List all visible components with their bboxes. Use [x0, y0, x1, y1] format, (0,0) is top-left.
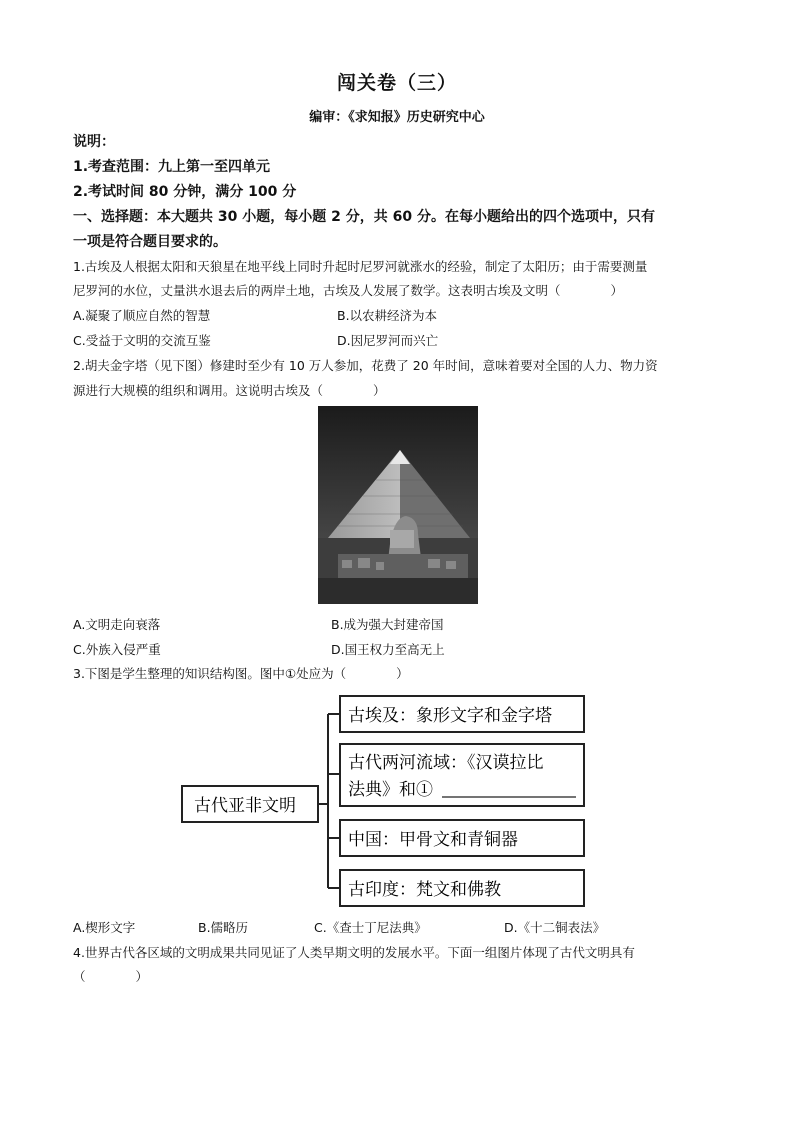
diagram-root: 古代亚非文明 — [194, 796, 296, 816]
q3-option-a: A.楔形文字 — [73, 920, 136, 935]
pyramid-illustration — [318, 406, 478, 604]
q1-option-a: A.凝聚了顺应自然的智慧 — [73, 308, 211, 323]
q1-stem-line1: 1.古埃及人根据太阳和天狼星在地平线上同时升起时尼罗河就涨水的经验，制定了太阳历；由于需要测量 — [73, 259, 648, 274]
note-time: 2.考试时间 80 分钟，满分 100 分 — [73, 184, 297, 200]
note-scope: 1.考查范围：九上第一至四单元 — [73, 159, 271, 175]
q4-stem-line2: （ ） — [73, 969, 149, 984]
section-heading-line2: 一项是符合题目要求的。 — [73, 234, 227, 250]
diagram-branch-egypt: 古埃及：象形文字和金字塔 — [348, 706, 552, 726]
q1-stem-line2: 尼罗河的水位，丈量洪水退去后的两岸土地，古埃及人发展了数学。这表明古埃及文明（ ） — [73, 283, 624, 298]
diagram-branch-china: 中国：甲骨文和青铜器 — [348, 830, 518, 850]
q2-stem-line1: 2.胡夫金字塔（见下图）修建时至少有 10 万人参加，花费了 20 年时间，意味着要对全国的人力、物力资 — [73, 358, 658, 373]
q3-stem: 3.下图是学生整理的知识结构图。图中①处应为（ ） — [73, 666, 409, 681]
q3-option-c: C.《查士丁尼法典》 — [314, 920, 427, 935]
notes-label: 说明： — [73, 134, 115, 150]
q4-stem-line1: 4.世界古代各区域的文明成果共同见证了人类早期文明的发展水平。下面一组图片体现了古代文明具有 — [73, 945, 635, 960]
q2-option-a: A.文明走向衰落 — [73, 617, 161, 632]
diagram-branch-india: 古印度：梵文和佛教 — [348, 880, 501, 900]
q3-option-d: D.《十二铜表法》 — [504, 920, 606, 935]
q2-option-d: D.国王权力至高无上 — [331, 642, 445, 657]
q1-option-b: B.以农耕经济为本 — [337, 308, 438, 323]
q2-option-c: C.外族入侵严重 — [73, 642, 161, 657]
section-heading-line1: 一、选择题：本大题共 30 小题，每小题 2 分，共 60 分。在每小题给出的四个选项中，只有 — [73, 209, 655, 225]
q2-option-b: B.成为强大封建帝国 — [331, 617, 444, 632]
editor-line: 编审：《求知报》历史研究中心 — [309, 110, 485, 125]
page-title: 闯关卷（三） — [336, 72, 457, 94]
q2-stem-line2: 源进行大规模的组织和调用。这说明古埃及（ ） — [73, 383, 386, 398]
diagram-branch-mesopotamia-line1: 古代两河流域：《汉谟拉比 — [348, 753, 544, 773]
q1-option-d: D.因尼罗河而兴亡 — [337, 333, 439, 348]
diagram-branch-mesopotamia-line2: 法典》和① — [348, 780, 433, 800]
pyramid-photo — [318, 406, 478, 604]
q1-option-c: C.受益于文明的交流互鉴 — [73, 333, 211, 348]
knowledge-structure-diagram — [178, 688, 590, 908]
q3-option-b: B.儒略历 — [198, 920, 249, 935]
